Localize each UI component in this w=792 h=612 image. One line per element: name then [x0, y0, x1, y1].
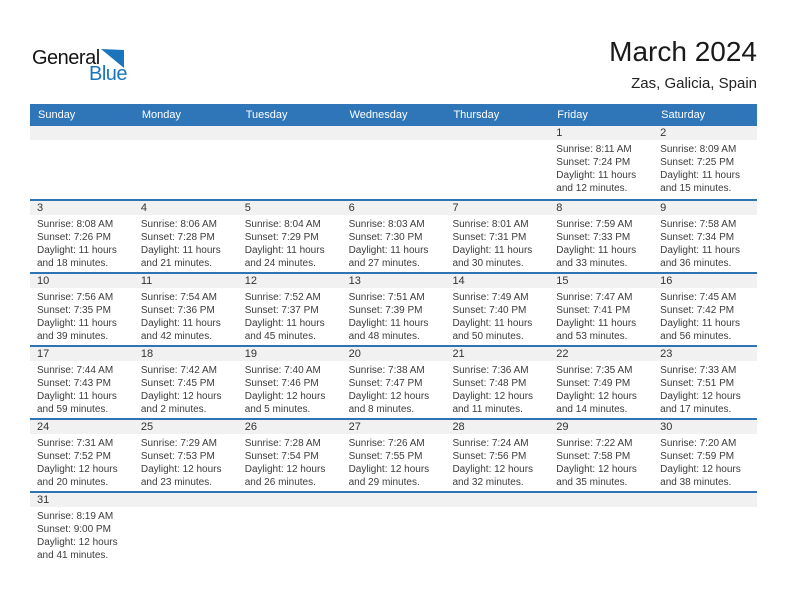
day-number: 29	[549, 420, 653, 434]
day-daylight-line1: Daylight: 12 hours	[37, 537, 118, 548]
day-daylight-line2: and 59 minutes.	[37, 404, 109, 415]
weekday-header-cell: Monday	[141, 109, 181, 121]
day-sunset: Sunset: 7:45 PM	[140, 378, 215, 389]
day-sunset: Sunset: 7:47 PM	[348, 378, 423, 389]
week-row	[30, 345, 757, 418]
day-sunrise: Sunrise: 7:47 AM	[556, 292, 633, 303]
day-daylight-line2: and 17 minutes.	[660, 404, 732, 415]
day-cell	[342, 274, 446, 345]
day-number	[342, 493, 446, 507]
day-number: 30	[653, 420, 757, 434]
day-cell	[30, 420, 134, 491]
day-cell	[134, 420, 238, 491]
day-details	[549, 361, 653, 416]
day-sunset: Sunset: 7:33 PM	[556, 232, 631, 243]
day-cell	[653, 347, 757, 418]
day-sunrise: Sunrise: 7:26 AM	[348, 438, 425, 449]
empty-day-cell	[445, 493, 549, 564]
day-daylight-line2: and 35 minutes.	[556, 477, 628, 488]
day-sunset: Sunset: 7:58 PM	[556, 451, 631, 462]
day-sunset: Sunset: 7:46 PM	[244, 378, 319, 389]
day-sunrise: Sunrise: 8:09 AM	[660, 144, 737, 155]
day-cell	[134, 347, 238, 418]
day-sunrise: Sunrise: 7:31 AM	[37, 438, 114, 449]
day-daylight-line2: and 21 minutes.	[140, 258, 213, 269]
day-daylight-line1: Daylight: 12 hours	[660, 464, 741, 475]
day-daylight-line1: Daylight: 11 hours	[37, 318, 117, 329]
day-number: 5	[238, 201, 342, 215]
day-daylight-line1: Daylight: 12 hours	[348, 391, 430, 402]
day-sunset: Sunset: 7:37 PM	[244, 305, 319, 316]
day-details	[30, 288, 134, 343]
weekday-header-cell: Wednesday	[349, 109, 408, 121]
day-sunset: Sunset: 7:36 PM	[140, 305, 215, 316]
day-details	[30, 215, 134, 270]
day-number	[30, 126, 134, 140]
day-daylight-line2: and 26 minutes.	[244, 477, 316, 488]
title-block	[609, 36, 757, 94]
day-details	[342, 361, 446, 416]
day-sunset: Sunset: 7:59 PM	[660, 451, 735, 462]
day-sunset: Sunset: 7:34 PM	[660, 232, 735, 243]
day-details	[238, 215, 342, 270]
day-sunset: Sunset: 7:43 PM	[37, 378, 111, 389]
weekday-header-cell: Friday	[557, 109, 588, 121]
day-sunrise: Sunrise: 8:03 AM	[348, 219, 425, 230]
day-cell	[30, 274, 134, 345]
day-daylight-line1: Daylight: 12 hours	[244, 391, 326, 402]
weekday-header-cell: Thursday	[453, 109, 500, 121]
empty-day-cell	[653, 493, 757, 564]
day-sunrise: Sunrise: 7:38 AM	[348, 365, 425, 376]
day-details	[134, 215, 238, 270]
day-sunset: Sunset: 7:26 PM	[37, 232, 111, 243]
day-daylight-line1: Daylight: 12 hours	[660, 391, 741, 402]
day-number: 26	[238, 420, 342, 434]
empty-day-cell	[134, 126, 238, 199]
day-number: 27	[342, 420, 446, 434]
day-daylight-line2: and 48 minutes.	[348, 331, 420, 342]
day-cell	[342, 420, 446, 491]
day-daylight-line2: and 29 minutes.	[348, 477, 420, 488]
day-cell	[549, 347, 653, 418]
week-row	[30, 199, 757, 272]
day-details	[30, 361, 134, 416]
day-daylight-line1: Daylight: 11 hours	[452, 318, 533, 329]
day-sunrise: Sunrise: 7:54 AM	[140, 292, 218, 303]
day-daylight-line2: and 36 minutes.	[660, 258, 732, 269]
day-daylight-line1: Daylight: 12 hours	[140, 391, 222, 402]
day-daylight-line2: and 30 minutes.	[452, 258, 524, 269]
day-daylight-line1: Daylight: 11 hours	[452, 245, 533, 256]
day-number: 25	[134, 420, 238, 434]
day-daylight-line1: Daylight: 11 hours	[244, 318, 325, 329]
day-sunset: Sunset: 7:56 PM	[452, 451, 527, 462]
day-sunset: Sunset: 7:41 PM	[556, 305, 631, 316]
day-cell	[549, 274, 653, 345]
day-number: 4	[134, 201, 238, 215]
day-sunset: Sunset: 7:31 PM	[452, 232, 527, 243]
day-sunset: Sunset: 9:00 PM	[37, 524, 111, 535]
day-number	[653, 493, 757, 507]
day-sunrise: Sunrise: 8:11 AM	[556, 144, 632, 155]
day-daylight-line2: and 32 minutes.	[452, 477, 524, 488]
day-cell	[445, 420, 549, 491]
day-sunrise: Sunrise: 8:06 AM	[140, 219, 218, 230]
day-cell	[30, 493, 134, 564]
day-sunrise: Sunrise: 7:44 AM	[37, 365, 114, 376]
day-daylight-line2: and 8 minutes.	[348, 404, 415, 415]
day-number: 15	[549, 274, 653, 288]
day-cell	[342, 347, 446, 418]
day-sunrise: Sunrise: 7:22 AM	[556, 438, 633, 449]
day-daylight-line2: and 14 minutes.	[556, 404, 628, 415]
day-number	[445, 126, 549, 140]
day-sunrise: Sunrise: 7:56 AM	[37, 292, 114, 303]
day-sunrise: Sunrise: 7:59 AM	[556, 219, 633, 230]
day-daylight-line1: Daylight: 11 hours	[660, 318, 741, 329]
day-number	[342, 126, 446, 140]
day-daylight-line1: Daylight: 12 hours	[140, 464, 222, 475]
day-cell	[549, 126, 653, 199]
day-details	[445, 215, 549, 270]
day-sunset: Sunset: 7:35 PM	[37, 305, 111, 316]
day-sunset: Sunset: 7:40 PM	[452, 305, 527, 316]
day-daylight-line1: Daylight: 11 hours	[556, 318, 637, 329]
day-number	[134, 493, 238, 507]
day-number: 23	[653, 347, 757, 361]
day-details	[342, 434, 446, 489]
day-sunrise: Sunrise: 7:52 AM	[244, 292, 321, 303]
day-cell	[30, 201, 134, 272]
day-sunset: Sunset: 7:28 PM	[140, 232, 215, 243]
day-cell	[30, 347, 134, 418]
empty-day-cell	[445, 126, 549, 199]
day-details	[445, 434, 549, 489]
day-details	[653, 288, 757, 343]
day-daylight-line2: and 33 minutes.	[556, 258, 628, 269]
day-daylight-line1: Daylight: 12 hours	[244, 464, 326, 475]
day-sunrise: Sunrise: 7:42 AM	[140, 365, 218, 376]
day-number: 21	[445, 347, 549, 361]
day-daylight-line1: Daylight: 11 hours	[244, 245, 325, 256]
day-sunrise: Sunrise: 7:51 AM	[348, 292, 425, 303]
day-sunrise: Sunrise: 7:24 AM	[452, 438, 529, 449]
week-row	[30, 126, 757, 199]
day-sunset: Sunset: 7:55 PM	[348, 451, 423, 462]
day-number: 13	[342, 274, 446, 288]
day-sunrise: Sunrise: 8:01 AM	[452, 219, 529, 230]
day-details	[445, 288, 549, 343]
day-daylight-line2: and 5 minutes.	[244, 404, 311, 415]
day-number: 31	[30, 493, 134, 507]
day-sunset: Sunset: 7:42 PM	[660, 305, 735, 316]
day-cell	[238, 201, 342, 272]
day-cell	[445, 201, 549, 272]
day-details	[653, 140, 757, 195]
empty-day-cell	[549, 493, 653, 564]
day-daylight-line2: and 42 minutes.	[140, 331, 213, 342]
day-details	[653, 361, 757, 416]
day-number: 16	[653, 274, 757, 288]
day-details	[238, 434, 342, 489]
general-blue-logo	[32, 48, 152, 83]
page-location: Zas, Galicia, Spain	[631, 75, 757, 92]
day-daylight-line2: and 12 minutes.	[556, 183, 628, 194]
day-daylight-line1: Daylight: 12 hours	[348, 464, 430, 475]
day-daylight-line1: Daylight: 11 hours	[556, 245, 637, 256]
day-sunset: Sunset: 7:24 PM	[556, 157, 631, 168]
logo-text-blue: Blue	[89, 63, 128, 85]
day-details	[549, 434, 653, 489]
day-number: 24	[30, 420, 134, 434]
day-number	[445, 493, 549, 507]
day-number: 28	[445, 420, 549, 434]
day-number: 2	[653, 126, 757, 140]
day-cell	[445, 274, 549, 345]
day-number: 19	[238, 347, 342, 361]
day-details	[653, 434, 757, 489]
day-cell	[549, 420, 653, 491]
day-number	[238, 126, 342, 140]
day-sunset: Sunset: 7:51 PM	[660, 378, 735, 389]
day-details	[445, 361, 549, 416]
day-details	[238, 361, 342, 416]
day-cell	[653, 201, 757, 272]
day-details	[653, 215, 757, 270]
day-cell	[445, 347, 549, 418]
day-sunrise: Sunrise: 8:08 AM	[37, 219, 114, 230]
day-number: 12	[238, 274, 342, 288]
day-number	[549, 493, 653, 507]
day-daylight-line1: Daylight: 11 hours	[140, 245, 221, 256]
day-daylight-line1: Daylight: 12 hours	[37, 464, 118, 475]
day-cell	[653, 126, 757, 199]
day-number: 7	[445, 201, 549, 215]
day-details	[549, 140, 653, 195]
day-sunrise: Sunrise: 8:04 AM	[244, 219, 321, 230]
day-number: 3	[30, 201, 134, 215]
day-details	[30, 434, 134, 489]
day-number: 18	[134, 347, 238, 361]
day-daylight-line2: and 11 minutes.	[452, 404, 523, 415]
day-sunset: Sunset: 7:48 PM	[452, 378, 527, 389]
calendar-grid	[30, 104, 757, 564]
day-daylight-line1: Daylight: 12 hours	[452, 464, 534, 475]
day-number: 14	[445, 274, 549, 288]
day-details	[549, 215, 653, 270]
day-daylight-line2: and 18 minutes.	[37, 258, 109, 269]
day-sunrise: Sunrise: 7:49 AM	[452, 292, 529, 303]
day-daylight-line2: and 2 minutes.	[140, 404, 207, 415]
day-daylight-line2: and 56 minutes.	[660, 331, 732, 342]
week-row	[30, 418, 757, 491]
day-sunrise: Sunrise: 7:33 AM	[660, 365, 737, 376]
day-sunrise: Sunrise: 7:40 AM	[244, 365, 321, 376]
day-number: 9	[653, 201, 757, 215]
logo-text-general: General	[32, 47, 100, 69]
empty-day-cell	[342, 493, 446, 564]
day-number	[134, 126, 238, 140]
day-details	[238, 288, 342, 343]
day-cell	[653, 274, 757, 345]
day-daylight-line1: Daylight: 12 hours	[556, 464, 637, 475]
week-row	[30, 272, 757, 345]
day-daylight-line1: Daylight: 12 hours	[452, 391, 534, 402]
day-details	[342, 288, 446, 343]
day-sunrise: Sunrise: 7:36 AM	[452, 365, 529, 376]
day-sunset: Sunset: 7:53 PM	[140, 451, 215, 462]
day-number	[238, 493, 342, 507]
day-daylight-line1: Daylight: 11 hours	[556, 170, 637, 181]
day-sunrise: Sunrise: 7:58 AM	[660, 219, 737, 230]
day-number: 22	[549, 347, 653, 361]
day-daylight-line2: and 45 minutes.	[244, 331, 316, 342]
day-sunrise: Sunrise: 7:20 AM	[660, 438, 737, 449]
weeks-container	[30, 126, 757, 564]
day-daylight-line2: and 27 minutes.	[348, 258, 420, 269]
day-daylight-line1: Daylight: 11 hours	[660, 170, 741, 181]
page-title: March 2024	[609, 36, 757, 67]
day-cell	[238, 347, 342, 418]
day-daylight-line2: and 53 minutes.	[556, 331, 628, 342]
day-daylight-line2: and 23 minutes.	[140, 477, 213, 488]
day-sunset: Sunset: 7:29 PM	[244, 232, 319, 243]
day-cell	[238, 274, 342, 345]
day-cell	[653, 420, 757, 491]
day-sunset: Sunset: 7:54 PM	[244, 451, 319, 462]
day-sunset: Sunset: 7:39 PM	[348, 305, 423, 316]
empty-day-cell	[134, 493, 238, 564]
empty-day-cell	[238, 493, 342, 564]
day-details	[30, 507, 134, 562]
empty-day-cell	[342, 126, 446, 199]
day-daylight-line1: Daylight: 11 hours	[140, 318, 221, 329]
day-details	[134, 288, 238, 343]
day-daylight-line2: and 39 minutes.	[37, 331, 109, 342]
day-sunset: Sunset: 7:49 PM	[556, 378, 631, 389]
day-cell	[134, 274, 238, 345]
weekday-header-cell: Tuesday	[245, 109, 288, 121]
day-daylight-line1: Daylight: 11 hours	[37, 391, 117, 402]
empty-day-cell	[30, 126, 134, 199]
day-daylight-line2: and 20 minutes.	[37, 477, 109, 488]
day-daylight-line1: Daylight: 11 hours	[660, 245, 741, 256]
week-row	[30, 491, 757, 564]
day-number: 10	[30, 274, 134, 288]
day-daylight-line2: and 24 minutes.	[244, 258, 316, 269]
empty-day-cell	[238, 126, 342, 199]
day-number: 17	[30, 347, 134, 361]
day-details	[549, 288, 653, 343]
day-cell	[134, 201, 238, 272]
day-sunrise: Sunrise: 7:28 AM	[244, 438, 321, 449]
day-number: 20	[342, 347, 446, 361]
day-daylight-line2: and 38 minutes.	[660, 477, 732, 488]
day-daylight-line1: Daylight: 11 hours	[348, 318, 429, 329]
day-daylight-line2: and 50 minutes.	[452, 331, 524, 342]
day-cell	[549, 201, 653, 272]
day-cell	[342, 201, 446, 272]
day-daylight-line1: Daylight: 11 hours	[37, 245, 117, 256]
day-sunset: Sunset: 7:30 PM	[348, 232, 423, 243]
day-details	[342, 215, 446, 270]
day-sunset: Sunset: 7:25 PM	[660, 157, 735, 168]
weekday-header-cell: Saturday	[661, 109, 706, 121]
day-number: 6	[342, 201, 446, 215]
day-number: 1	[549, 126, 653, 140]
day-daylight-line1: Daylight: 12 hours	[556, 391, 637, 402]
day-sunrise: Sunrise: 7:45 AM	[660, 292, 737, 303]
day-number: 8	[549, 201, 653, 215]
day-details	[134, 434, 238, 489]
day-cell	[238, 420, 342, 491]
weekday-header-cell: Sunday	[38, 109, 76, 121]
weekday-header-row	[30, 104, 757, 126]
day-daylight-line2: and 41 minutes.	[37, 550, 109, 561]
day-daylight-line1: Daylight: 11 hours	[348, 245, 429, 256]
day-sunset: Sunset: 7:52 PM	[37, 451, 111, 462]
day-number: 11	[134, 274, 238, 288]
day-daylight-line2: and 15 minutes.	[660, 183, 732, 194]
day-sunrise: Sunrise: 7:35 AM	[556, 365, 633, 376]
day-details	[134, 361, 238, 416]
day-sunrise: Sunrise: 7:29 AM	[140, 438, 218, 449]
day-sunrise: Sunrise: 8:19 AM	[37, 511, 114, 522]
